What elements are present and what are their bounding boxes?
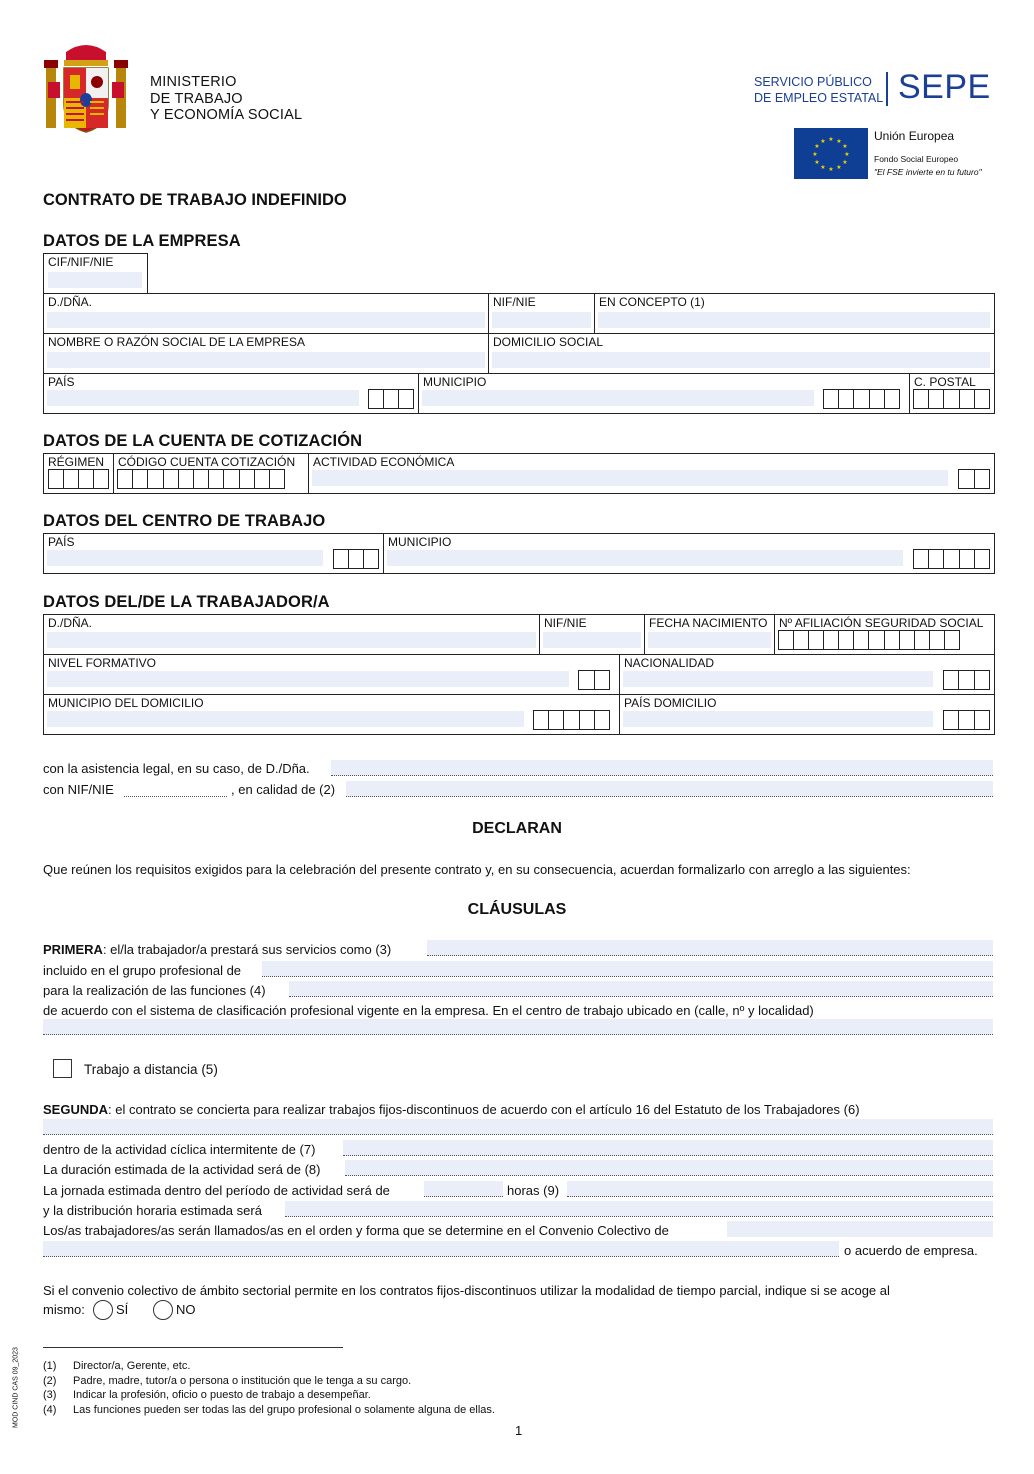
side-form-code: MOD CIND CAS 09_2023 [12, 1347, 20, 1428]
centro-col-divider [383, 533, 384, 574]
svg-text:★: ★ [828, 166, 834, 173]
cotizacion-section-title: DATOS DE LA CUENTA DE COTIZACIÓN [43, 432, 363, 450]
eu-fund: Fondo Social Europeo [874, 154, 959, 164]
primera-line-3: para la realización de las funciones (4) [43, 983, 266, 998]
empresa-dona-label: D./DÑA. [48, 295, 93, 309]
svg-text:★: ★ [828, 136, 834, 143]
svg-text:★: ★ [814, 159, 820, 166]
empresa-row-divider [43, 333, 995, 334]
spain-coat-of-arms-icon [42, 42, 130, 136]
clausulas-title: CLÁUSULAS [467, 901, 567, 918]
page-number: 1 [515, 1423, 523, 1438]
domicilio-social-input[interactable] [492, 352, 990, 368]
trabajador-col-divider [539, 614, 540, 655]
empresa-pais-label: PAÍS [48, 375, 75, 389]
asistencia-line-1: con la asistencia legal, en su caso, de D./Dña. [43, 761, 310, 776]
svg-text:★: ★ [814, 143, 820, 150]
trabajador-col-divider [619, 654, 620, 735]
nacionalidad-label: NACIONALIDAD [624, 656, 715, 670]
primera-label: PRIMERA [43, 942, 103, 957]
primera-line-2: incluido en el grupo profesional de [43, 963, 242, 978]
footnote-3-num: (3) [43, 1389, 57, 1401]
centro-section-title: DATOS DEL CENTRO DE TRABAJO [43, 512, 326, 530]
segunda-convenio-input-a[interactable] [727, 1221, 993, 1237]
segunda-jornada-input[interactable] [567, 1181, 993, 1197]
primera-centro-input[interactable] [43, 1019, 993, 1035]
trabajador-row-divider [43, 654, 995, 655]
empresa-col-divider [909, 373, 910, 414]
nivel-formativo-input[interactable] [47, 671, 569, 687]
sepe-divider [886, 72, 888, 106]
primera-grupo-input[interactable] [262, 961, 993, 977]
no-label: NO [176, 1302, 196, 1317]
afiliacion-label: Nº AFILIACIÓN SEGURIDAD SOCIAL [779, 616, 984, 630]
trabajador-section-title: DATOS DEL/DE LA TRABAJADOR/A [43, 593, 330, 611]
segunda-actividad-input[interactable] [343, 1140, 993, 1156]
svg-text:★: ★ [836, 164, 842, 171]
asistencia-nif-label: con NIF/NIE [43, 782, 114, 797]
empresa-col-divider [488, 333, 489, 374]
trabajador-nif-input[interactable] [543, 632, 641, 648]
segunda-line-6: Los/as trabajadores/as serán llamados/as en el orden y forma que se determine en el Convenio Colectivo de [43, 1223, 669, 1238]
trabajador-dona-label: D./DÑA. [48, 616, 93, 630]
primera-line-1 [43, 942, 391, 957]
asistencia-dona-input[interactable] [331, 760, 993, 776]
document-title: CONTRATO DE TRABAJO INDEFINIDO [43, 191, 347, 209]
trabajo-distancia-checkbox[interactable] [53, 1059, 72, 1078]
nivel-formativo-label: NIVEL FORMATIVO [48, 656, 157, 670]
actividad-input[interactable] [312, 470, 948, 486]
cotizacion-col-divider [308, 453, 309, 494]
cotizacion-col-divider [113, 453, 114, 494]
centro-municipio-label: MUNICIPIO [388, 535, 452, 549]
ministry-name [150, 74, 302, 124]
declaran-title: DECLARAN [472, 820, 562, 837]
footnote-2-text: Padre, madre, tutor/a o persona o institución que le tenga a su cargo. [73, 1374, 412, 1387]
trabajador-col-divider [644, 614, 645, 655]
regimen-cells[interactable] [48, 469, 109, 489]
ministry-line-2: DE TRABAJO [150, 90, 243, 107]
segunda-line-5: y la distribución horaria estimada será [43, 1203, 262, 1218]
footnote-2-num: (2) [43, 1374, 57, 1387]
primera-funciones-input[interactable] [289, 981, 993, 997]
trabajador-dona-input[interactable] [47, 632, 536, 648]
segunda-line-4b: horas (9) [507, 1183, 560, 1198]
fecha-nacimiento-input[interactable] [648, 632, 771, 648]
svg-text:★: ★ [812, 151, 818, 158]
primera-line-4: de acuerdo con el sistema de clasificación profesional vigente en la empresa. En el centro de trabajo ubicado en (calle, nº y localidad) [43, 1003, 814, 1018]
svg-text:★: ★ [842, 143, 848, 150]
sepe-subtitle [754, 74, 883, 106]
segunda-line-3: La duración estimada de la actividad será de (8) [43, 1162, 321, 1177]
trabajo-distancia-label: Trabajo a distancia (5) [84, 1062, 218, 1077]
empresa-col-divider [418, 373, 419, 414]
empresa-section-title: DATOS DE LA EMPRESA [43, 232, 241, 250]
empresa-municipio-label: MUNICIPIO [423, 375, 487, 389]
centro-municipio-code-cells[interactable] [913, 549, 990, 569]
concepto-label: EN CONCEPTO (1) [599, 295, 705, 309]
actividad-label: ACTIVIDAD ECONÓMICA [313, 455, 455, 469]
segunda-label: SEGUNDA [43, 1102, 109, 1117]
empresa-row-divider [43, 373, 995, 374]
municipio-domicilio-label: MUNICIPIO DEL DOMICILIO [48, 696, 204, 710]
svg-text:★: ★ [842, 159, 848, 166]
eu-slogan: "El FSE invierte en tu futuro" [874, 167, 982, 177]
empresa-col-divider [488, 293, 489, 334]
footnote-3-text: Indicar la profesión, oficio o puesto de trabajo a desempeñar. [73, 1389, 371, 1401]
actividad-code-cells[interactable] [958, 469, 990, 489]
trabajador-col-divider [774, 614, 775, 655]
parcial-line-1: Si el convenio colectivo de ámbito sectorial permite en los contratos fijos-discontinuos utilizar la modalidad de tiempo parcial, indique si se acoge al [43, 1283, 890, 1298]
empresa-pais-input[interactable] [47, 390, 359, 406]
razon-social-label: NOMBRE O RAZÓN SOCIAL DE LA EMPRESA [48, 335, 305, 349]
concepto-input[interactable] [598, 312, 990, 328]
afiliacion-cells[interactable] [778, 630, 960, 650]
segunda-convenio-input-b[interactable] [43, 1241, 839, 1257]
segunda-line-1 [43, 1102, 860, 1117]
nivel-formativo-cells[interactable] [578, 670, 610, 690]
no-radio[interactable] [153, 1300, 173, 1320]
centro-municipio-input[interactable] [387, 550, 903, 566]
centro-pais-label: PAÍS [48, 535, 75, 549]
domicilio-social-label: DOMICILIO SOCIAL [493, 335, 604, 349]
eu-flag-icon [794, 128, 868, 179]
segunda-line-1-text: : el contrato se concierta para realizar trabajos fijos-discontinuos de acuerdo con el artículo 16 del Estatuto de los Trabajadores (6) [108, 1102, 860, 1117]
svg-text:★: ★ [836, 138, 842, 145]
si-radio[interactable] [93, 1300, 113, 1320]
municipio-domicilio-input[interactable] [47, 711, 524, 727]
pais-domicilio-input[interactable] [623, 711, 933, 727]
razon-social-input[interactable] [47, 352, 485, 368]
cpostal-cells[interactable] [913, 389, 990, 409]
asistencia-calidad-label: , en calidad de (2) [231, 782, 336, 797]
trabajador-row-divider [43, 694, 995, 695]
svg-text:★: ★ [820, 164, 826, 171]
nacionalidad-input[interactable] [623, 671, 933, 687]
segunda-horas-input[interactable] [424, 1181, 503, 1197]
codigo-cuenta-label: CÓDIGO CUENTA COTIZACIÓN [118, 455, 296, 469]
fecha-nacimiento-label: FECHA NACIMIENTO [649, 616, 768, 630]
asistencia-calidad-input[interactable] [346, 781, 993, 797]
empresa-pais-code-cells[interactable] [368, 389, 414, 409]
parcial-line-2: mismo: [43, 1302, 85, 1317]
segunda-distribucion-input[interactable] [285, 1201, 993, 1217]
svg-text:★: ★ [820, 138, 826, 145]
primera-line-1-text: : el/la trabajador/a prestará sus servicios como (3) [102, 942, 392, 957]
pais-domicilio-cells[interactable] [943, 710, 990, 730]
footnote-4-text: Las funciones pueden ser todas las del grupo profesional o solamente alguna de ellas. [73, 1403, 495, 1416]
empresa-municipio-code-cells[interactable] [823, 389, 900, 409]
codigo-cuenta-cells[interactable] [117, 469, 285, 489]
empresa-dona-input[interactable] [47, 312, 485, 328]
primera-servicios-input[interactable] [427, 940, 993, 956]
footnote-1-text: Director/a, Gerente, etc. [73, 1360, 191, 1372]
footnote-4-num: (4) [43, 1403, 57, 1416]
footnote-1-num: (1) [43, 1360, 57, 1372]
empresa-nif-label: NIF/NIE [493, 295, 536, 309]
pais-domicilio-label: PAÍS DOMICILIO [624, 696, 717, 710]
segunda-line-4a: La jornada estimada dentro del período de actividad será de [43, 1183, 390, 1198]
cpostal-label: C. POSTAL [914, 375, 976, 389]
empresa-municipio-input[interactable] [422, 390, 814, 406]
centro-pais-input[interactable] [47, 550, 323, 566]
asistencia-nif-input[interactable] [124, 781, 227, 797]
municipio-domicilio-cells[interactable] [533, 710, 610, 730]
empresa-col-divider [594, 293, 595, 334]
sepe-line-2: DE EMPLEO ESTATAL [754, 91, 884, 105]
svg-text:★: ★ [844, 151, 850, 158]
ministry-line-1: MINISTERIO [150, 74, 237, 90]
centro-pais-code-cells[interactable] [333, 549, 379, 569]
segunda-duracion-input[interactable] [345, 1160, 993, 1176]
si-label: SÍ [116, 1302, 129, 1317]
footnote-separator [43, 1347, 343, 1348]
segunda-trabajos-input[interactable] [43, 1119, 993, 1135]
sepe-logo: SEPE [898, 68, 991, 106]
declaran-text: Que reúnen los requisitos exigidos para la celebración del presente contrato y, en su consecuencia, acuerdan formalizarlo con arreglo a las siguientes: [43, 862, 911, 877]
cif-input[interactable] [48, 272, 142, 288]
regimen-label: RÉGIMEN [48, 455, 105, 469]
sepe-line-1: SERVICIO PÚBLICO [754, 75, 872, 89]
cif-label: CIF/NIF/NIE [48, 255, 114, 269]
segunda-line-7: o acuerdo de empresa. [844, 1243, 978, 1258]
trabajador-nif-label: NIF/NIE [544, 616, 587, 630]
eu-title: Unión Europea [874, 129, 955, 143]
empresa-nif-input[interactable] [492, 312, 591, 328]
nacionalidad-cells[interactable] [943, 670, 990, 690]
segunda-line-2: dentro de la actividad cíclica intermitente de (7) [43, 1142, 316, 1157]
cif-field-box[interactable] [43, 253, 148, 294]
ministry-line-3: Y ECONOMÍA SOCIAL [150, 107, 303, 123]
